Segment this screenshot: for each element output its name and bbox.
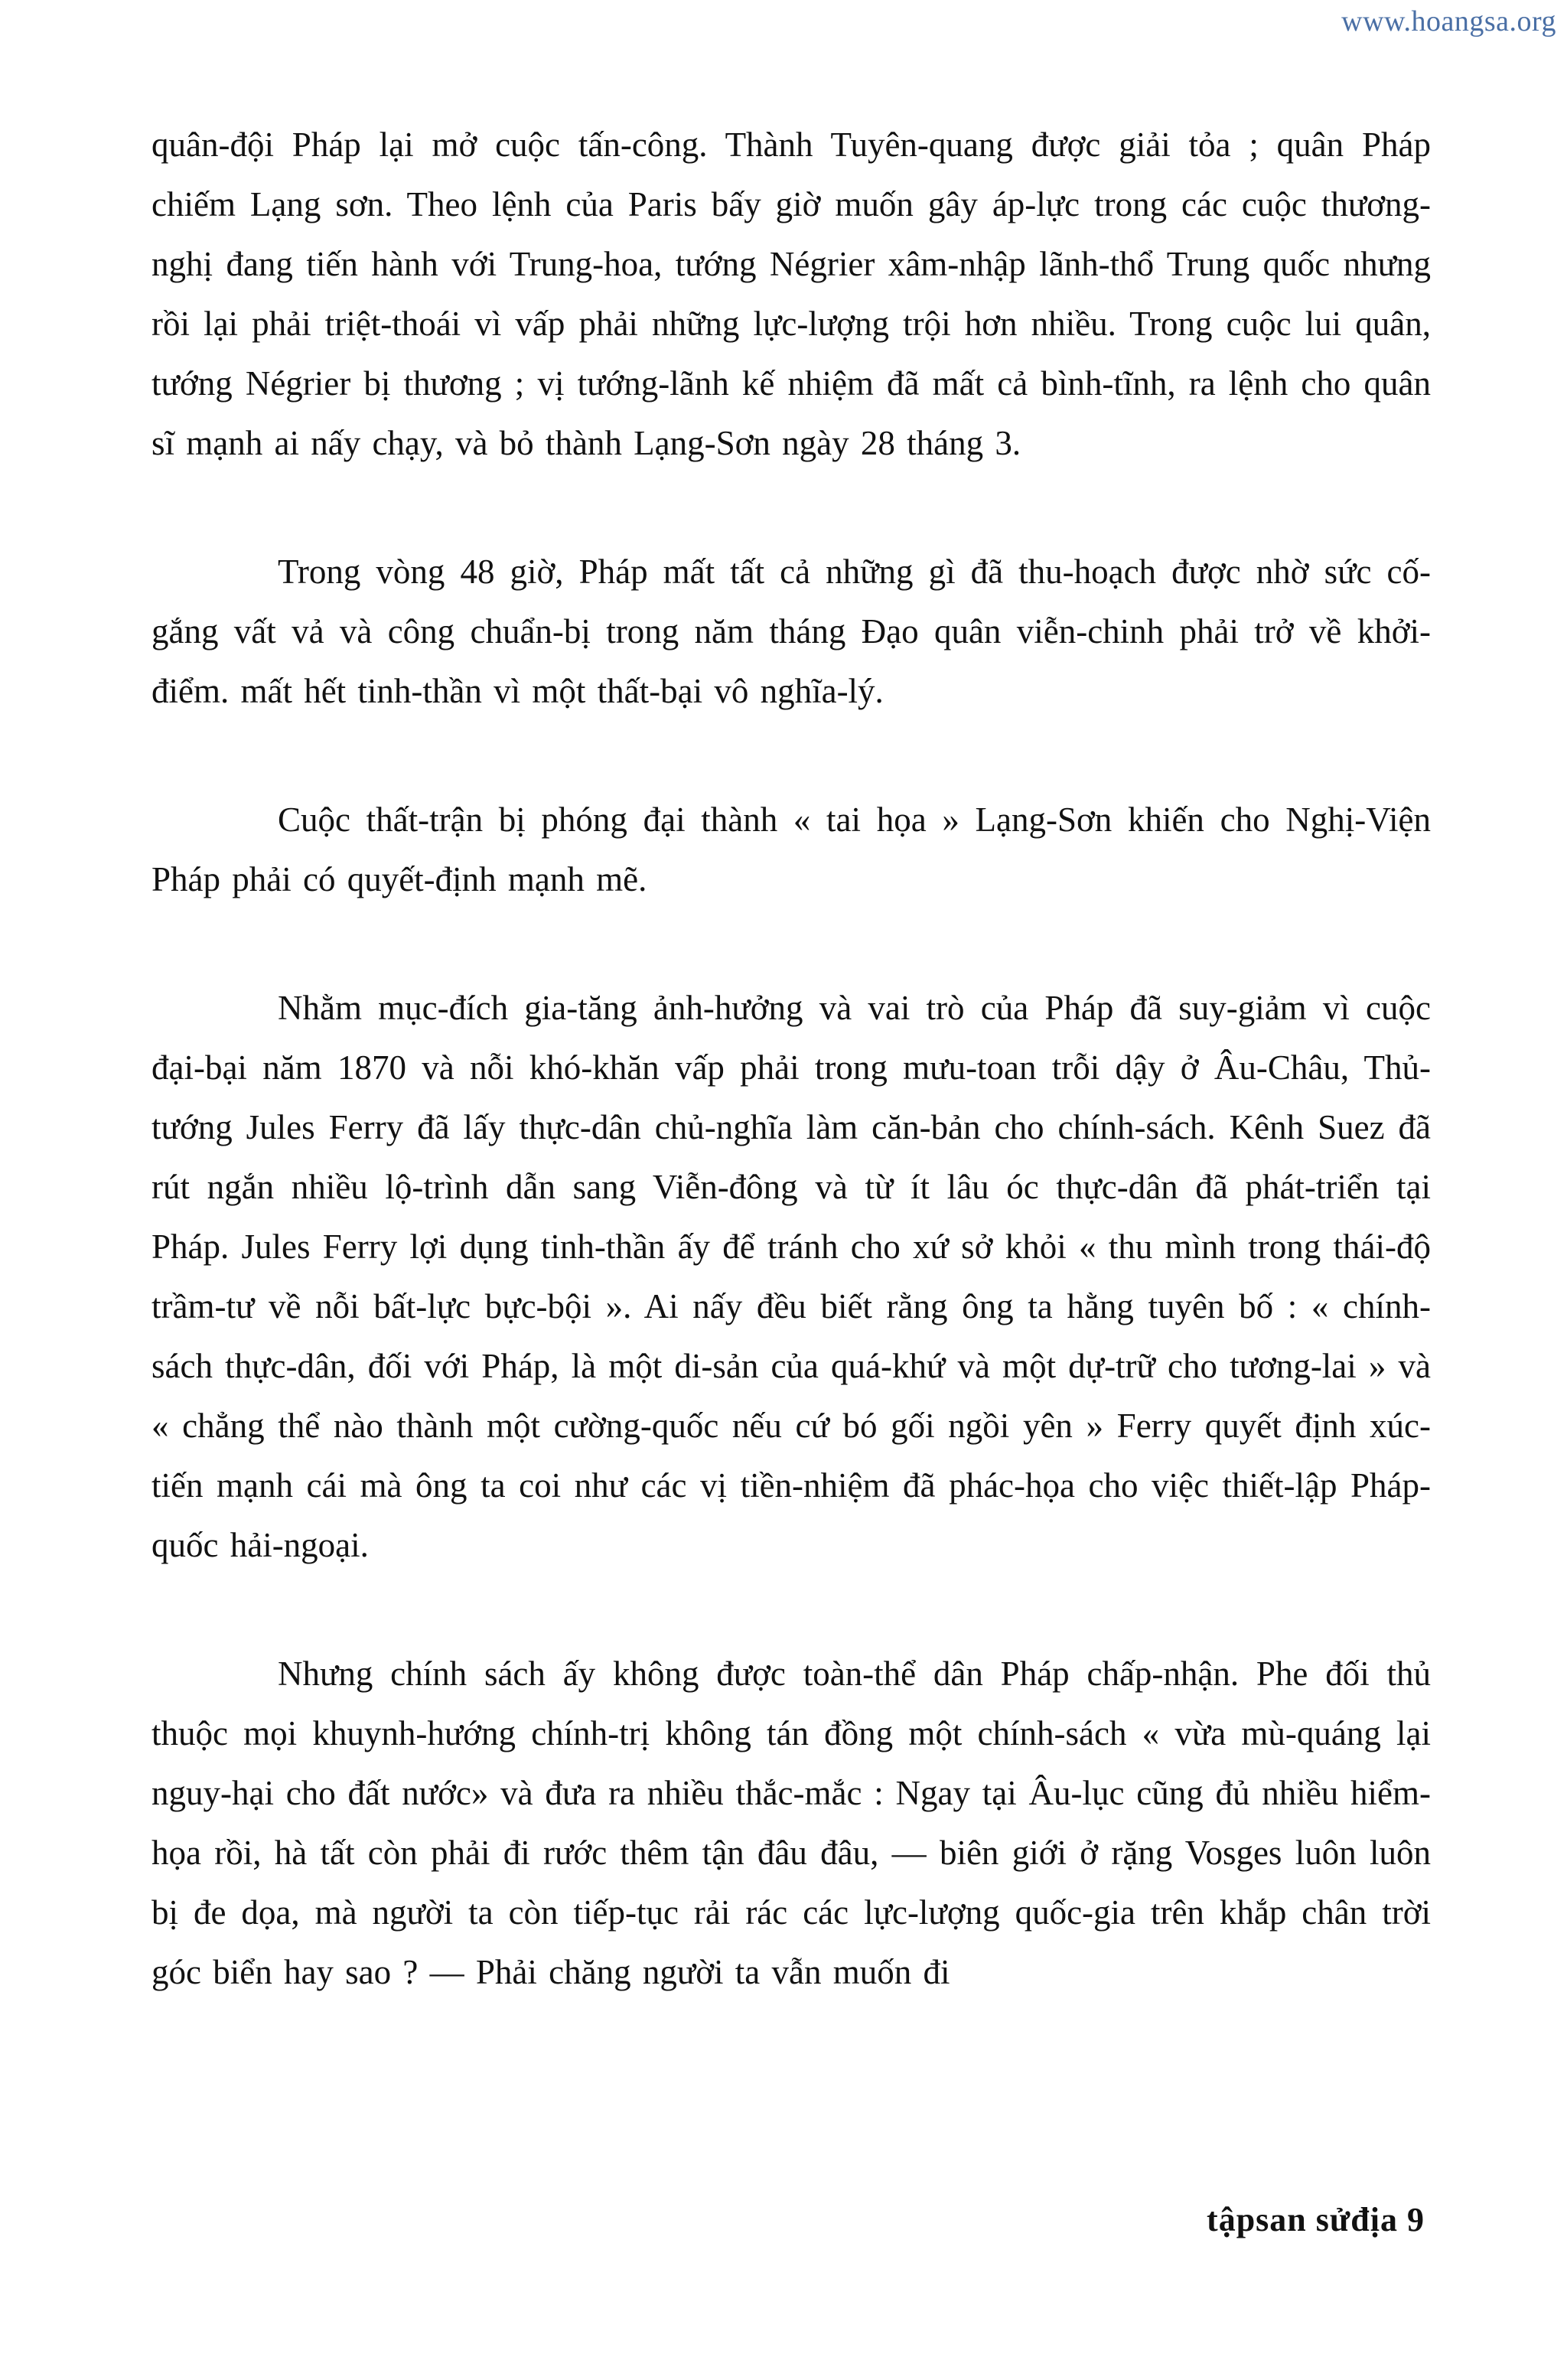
site-watermark: www.hoangsa.org: [1341, 5, 1556, 37]
paragraph-2: Trong vòng 48 giờ, Pháp mất tất cả những gì đã thu-hoạch được nhờ sức cố-gắng vất vả và công chuẩn-bị trong năm tháng Đạo quân viễn-chinh phải trở về khởi-điểm. mất hết tinh-thần vì một thất-bại vô nghĩa-lý.: [151, 553, 1431, 710]
page-footer: tậpsan sửđịa 9: [1207, 2201, 1425, 2238]
page-body: [151, 115, 1431, 2071]
paragraph-4: Nhằm mục-đích gia-tăng ảnh-hưởng và vai trò của Pháp đã suy-giảm vì cuộc đại-bại năm 1870 và nỗi khó-khăn vấp phải trong mưu-toan trỗi dậy ở Âu-Châu, Thủ-tướng Jules Ferry đã lấy thực-dân chủ-nghĩa làm căn-bản cho chính-sách. Kênh Suez đã rút ngắn nhiều lộ-trình dẫn sang Viễn-đông và từ ít lâu óc thực-dân đã phát-triển tại Pháp. Jules Ferry lợi dụng tinh-thần ấy để tránh cho xứ sở khỏi « thu mình trong thái-độ trầm-tư về nỗi bất-lực bực-bội ». Ai nấy đều biết rằng ông ta hằng tuyên bố : « chính-sách thực-dân, đối với Pháp, là một di-sản của quá-khứ và một dự-trữ cho tương-lai » và « chẳng thể nào thành một cường-quốc nếu cứ bó gối ngồi yên » Ferry quyết định xúc-tiến mạnh cái mà ông ta coi như các vị tiền-nhiệm đã phác-họa cho việc thiết-lập Pháp-quốc hải-ngoại.: [151, 989, 1431, 1564]
paragraph-1: quân-đội Pháp lại mở cuộc tấn-công. Thành Tuyên-quang được giải tỏa ; quân Pháp chiếm Lạng sơn. Theo lệnh của Paris bấy giờ muốn gây áp-lực trong các cuộc thương-nghị đang tiến hành với Trung-hoa, tướng Négrier xâm-nhập lãnh-thổ Trung quốc nhưng rồi lại phải triệt-thoái vì vấp phải những lực-lượng trội hơn nhiều. Trong cuộc lui quân, tướng Négrier bị thương ; vị tướng-lãnh kế nhiệm đã mất cả bình-tĩnh, ra lệnh cho quân sĩ mạnh ai nấy chạy, và bỏ thành Lạng-Sơn ngày 28 tháng 3.: [151, 126, 1431, 462]
paragraph-3: Cuộc thất-trận bị phóng đại thành « tai họa » Lạng-Sơn khiến cho Nghị-Viện Pháp phải có quyết-định mạnh mẽ.: [151, 800, 1431, 898]
paragraph-5: Nhưng chính sách ấy không được toàn-thể dân Pháp chấp-nhận. Phe đối thủ thuộc mọi khuynh-hướng chính-trị không tán đồng một chính-sách « vừa mù-quáng lại nguy-hại cho đất nước» và đưa ra nhiều thắc-mắc : Ngay tại Âu-lục cũng đủ nhiều hiểm-họa rồi, hà tất còn phải đi rước thêm tận đâu đâu, — biên giới ở rặng Vosges luôn luôn bị đe dọa, mà người ta còn tiếp-tục rải rác các lực-lượng quốc-gia trên khắp chân trời góc biển hay sao ? — Phải chăng người ta vẫn muốn đi: [151, 1655, 1431, 1991]
